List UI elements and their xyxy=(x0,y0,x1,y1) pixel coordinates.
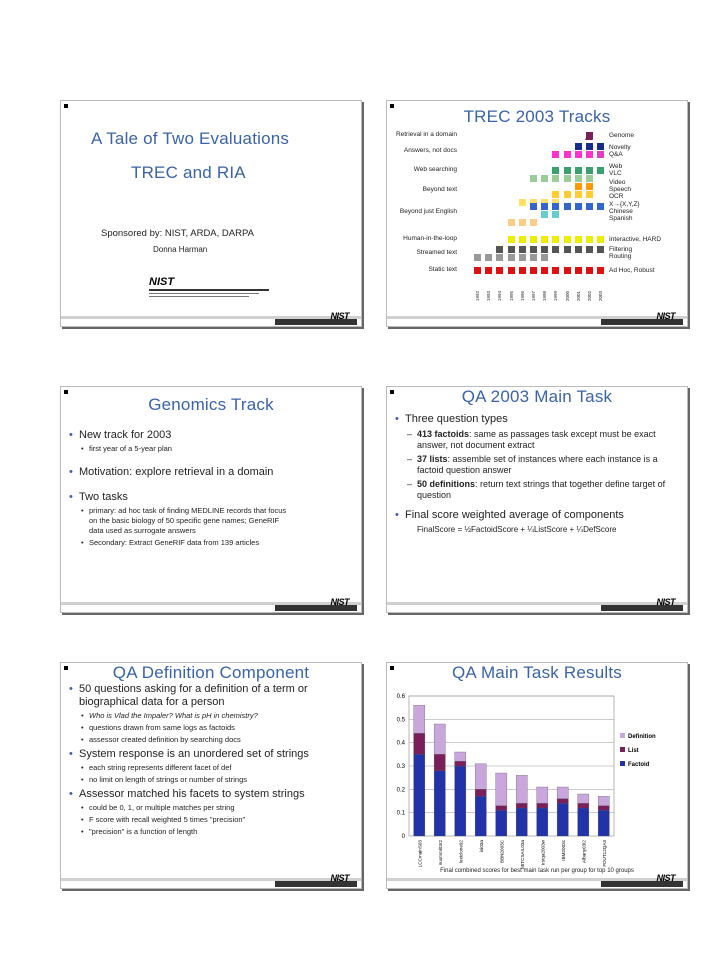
track-year-cell xyxy=(575,191,582,198)
year-label: 1998 xyxy=(542,290,548,301)
x-category-label: LCCmainS03 xyxy=(417,840,423,868)
slide-footer: NIST xyxy=(387,878,687,888)
bullet: • System response is an unordered set of strings xyxy=(69,748,354,761)
slide-footer: NIST xyxy=(61,316,361,326)
legend-label: Factoid xyxy=(628,762,650,768)
x-category-label: FDUT12QA3 xyxy=(601,840,607,867)
slide-qa-definition xyxy=(60,662,362,889)
track-year-cell xyxy=(575,236,582,243)
track-year-cell xyxy=(530,246,537,253)
track-year-cell xyxy=(575,203,582,210)
dash-item: – 413 factoids: same as passages task except must be exact answer, not document extract xyxy=(395,429,683,451)
bar-segment-factoid xyxy=(455,766,466,836)
bar-segment-definition xyxy=(598,796,609,805)
x-category-label: IBM2003c xyxy=(560,840,566,861)
y-tick-label: 0.2 xyxy=(396,787,405,794)
legend-swatch xyxy=(620,733,625,738)
bar-segment-list xyxy=(455,761,466,766)
bullet: • 50 questions asking for a definition of a term or biographical data for a person xyxy=(69,683,354,709)
year-label: 1992 xyxy=(475,290,480,301)
results-chart xyxy=(387,683,687,883)
bar-segment-factoid xyxy=(516,808,527,836)
x-category-label: irstqa2003w xyxy=(540,840,546,865)
nist-logo: NIST xyxy=(149,276,269,297)
slide-trec-tracks xyxy=(386,100,688,327)
track-year-cell xyxy=(530,254,537,261)
slide1-subtitle: TREC and RIA xyxy=(131,163,246,182)
bar-segment-list xyxy=(496,806,507,811)
year-label: 1996 xyxy=(519,290,525,301)
track-year-cell xyxy=(552,203,559,210)
bullet: • Assessor matched his facets to system strings xyxy=(69,788,354,801)
sub-bullet: • Who is Vlad the Impaler? What is pH in chemistry? xyxy=(69,711,354,721)
track-name-label: Web VLC xyxy=(609,163,623,177)
year-label: 2000 xyxy=(564,290,570,301)
track-category-label: Human-in-the-loop xyxy=(403,235,457,242)
slide-genomics xyxy=(60,386,362,613)
track-year-cell xyxy=(552,167,559,174)
bullet: • Two tasks xyxy=(69,491,349,504)
track-name-label: Novelty Q&A xyxy=(609,144,631,158)
sub-bullet: • each string represents different facet of def xyxy=(69,763,354,773)
track-category-label: Streamed text xyxy=(416,249,457,256)
track-name-label: X→{X,Y,Z} Chinese Spanish xyxy=(609,201,640,222)
track-year-cell xyxy=(552,246,559,253)
slide-footer: NIST xyxy=(61,878,361,888)
sub-bullet: • F score with recall weighted 5 times "precision" xyxy=(69,815,354,825)
year-label: 1997 xyxy=(531,290,536,301)
slide3-title: Genomics Track xyxy=(148,395,274,414)
track-year-cell xyxy=(586,203,593,210)
track-year-cell xyxy=(597,246,604,253)
dash-item: – 37 lists: assemble set of instances where each instance is a factoid question answer xyxy=(395,454,683,476)
bar-segment-list xyxy=(557,799,568,804)
y-tick-label: 0.6 xyxy=(396,694,405,700)
track-year-cell xyxy=(530,267,537,274)
bar-segment-list xyxy=(414,733,425,754)
x-category-label: MITCSAIL03a xyxy=(519,840,525,869)
track-name-label: Video Speech OCR xyxy=(609,179,632,200)
track-category-label: Beyond text xyxy=(422,186,457,193)
sub-bullet: • assessor created definition by searching docs xyxy=(69,735,354,745)
track-year-cell xyxy=(496,246,503,253)
track-year-cell xyxy=(496,267,503,274)
track-year-cell xyxy=(564,236,571,243)
year-label: 2001 xyxy=(575,290,581,301)
track-year-cell xyxy=(564,175,571,182)
slide-title xyxy=(60,100,362,327)
track-year-cell xyxy=(564,267,571,274)
track-year-cell xyxy=(485,254,492,261)
track-year-cell xyxy=(575,175,582,182)
bar-segment-factoid xyxy=(537,808,548,836)
track-year-cell xyxy=(541,175,548,182)
slide1-author: Donna Harman xyxy=(153,245,208,254)
y-tick-label: 0 xyxy=(401,834,405,840)
track-year-cell xyxy=(597,236,604,243)
track-year-cell xyxy=(586,236,593,243)
slide-footer: NIST xyxy=(387,602,687,612)
slide-marker xyxy=(64,104,68,108)
slide1-title: A Tale of Two Evaluations xyxy=(91,129,290,148)
bar-segment-definition xyxy=(414,705,425,733)
slide3-bullets xyxy=(69,423,349,548)
track-year-cell xyxy=(519,254,526,261)
slide-qa-main-task xyxy=(386,386,688,613)
year-label: 1993 xyxy=(486,290,492,301)
legend-swatch xyxy=(620,747,625,752)
slide-footer: NIST xyxy=(387,316,687,326)
track-year-cell xyxy=(519,267,526,274)
bar-segment-definition xyxy=(557,787,568,799)
year-label: 2002 xyxy=(587,290,592,301)
track-year-cell xyxy=(575,246,582,253)
bar-segment-factoid xyxy=(414,754,425,836)
track-year-cell xyxy=(541,246,548,253)
track-year-cell xyxy=(586,191,593,198)
slide5-title: QA Definition Component xyxy=(112,663,310,682)
bar-segment-definition xyxy=(475,764,486,790)
year-label: 2003 xyxy=(598,290,604,301)
slide6-title: QA Main Task Results xyxy=(452,663,622,682)
x-category-label: isi03a xyxy=(478,840,484,853)
track-year-cell xyxy=(508,236,515,243)
track-year-cell xyxy=(541,211,548,218)
bar-segment-factoid xyxy=(598,810,609,836)
slide-qa-results xyxy=(386,662,688,889)
legend-label: List xyxy=(628,748,639,754)
track-year-cell xyxy=(586,143,593,150)
track-year-cell xyxy=(597,143,604,150)
track-year-cell xyxy=(552,175,559,182)
track-year-cell xyxy=(552,236,559,243)
track-name-label: Ad Hoc, Robust xyxy=(609,267,655,274)
track-year-cell xyxy=(519,246,526,253)
track-year-cell xyxy=(496,254,503,261)
legend-swatch xyxy=(620,761,625,766)
bullet: • New track for 2003 xyxy=(69,429,349,442)
track-year-cell xyxy=(586,267,593,274)
track-category-label: Retrieval in a domain xyxy=(395,131,457,138)
track-year-cell xyxy=(474,267,481,274)
track-year-cell xyxy=(552,191,559,198)
sub-bullet: • primary: ad hoc task of finding MEDLINE records that focus on the basic biology of 50 specific gene names; GeneRIF data used as surrogate answers xyxy=(69,506,294,536)
track-year-cell xyxy=(508,267,515,274)
track-year-cell xyxy=(485,267,492,274)
dash-item: – 50 definitions: return text strings that together define target of question xyxy=(395,479,683,501)
x-category-label: Albany03I2 xyxy=(581,840,587,863)
bar-segment-definition xyxy=(578,794,589,803)
track-year-cell xyxy=(530,236,537,243)
sub-bullet: • questions drawn from same logs as factoids xyxy=(69,723,354,733)
bar-segment-list xyxy=(475,789,486,796)
track-year-cell xyxy=(575,167,582,174)
bullet: • Three question types xyxy=(395,413,683,426)
bar-segment-definition xyxy=(516,775,527,803)
track-year-cell xyxy=(597,203,604,210)
track-year-cell xyxy=(564,246,571,253)
year-label: 1995 xyxy=(508,290,514,301)
track-category-label: Web searching xyxy=(413,166,457,173)
bar-segment-factoid xyxy=(434,771,445,836)
formula: FinalScore = ½FactoidScore + ¼ListScore + ¼DefScore xyxy=(417,525,617,534)
x-category-label: lexiclone92 xyxy=(458,840,464,863)
track-year-cell xyxy=(586,167,593,174)
legend-label: Definition xyxy=(628,734,656,740)
genome-triangle xyxy=(585,132,593,140)
track-year-cell xyxy=(530,175,537,182)
chart-caption: Final combined scores for best main task run per group for top 10 groups xyxy=(440,868,634,874)
year-label: 1999 xyxy=(553,290,559,301)
track-year-cell xyxy=(541,236,548,243)
bar-segment-list xyxy=(598,806,609,811)
track-year-cell xyxy=(564,191,571,198)
sub-bullet: • no limit on length of strings or number of strings xyxy=(69,775,354,785)
sub-bullet: • Secondary: Extract GeneRIF data from 139 articles xyxy=(69,538,294,548)
track-year-cell xyxy=(564,151,571,158)
bar-segment-factoid xyxy=(475,796,486,836)
track-name-label: Interactive, HARD xyxy=(609,236,662,243)
track-year-cell xyxy=(519,236,526,243)
x-category-label: nusmml03r2 xyxy=(437,840,443,866)
y-tick-label: 0.1 xyxy=(396,810,405,817)
sub-bullet: • could be 0, 1, or multiple matches per string xyxy=(69,803,354,813)
track-year-cell xyxy=(552,267,559,274)
track-category-label: Static text xyxy=(428,266,457,273)
x-category-label: BBN2003C xyxy=(499,840,505,863)
track-year-cell xyxy=(552,211,559,218)
y-tick-label: 0.5 xyxy=(396,717,405,724)
track-category-label: Answers, not docs xyxy=(403,147,457,154)
track-year-cell xyxy=(575,267,582,274)
track-year-cell xyxy=(519,219,526,226)
bar-segment-definition xyxy=(455,752,466,761)
slide1-sponsor: Sponsored by: NIST, ARDA, DARPA xyxy=(101,228,254,239)
track-year-cell xyxy=(508,254,515,261)
y-tick-label: 0.3 xyxy=(396,764,405,770)
track-year-cell xyxy=(530,203,537,210)
bar-segment-factoid xyxy=(496,810,507,836)
track-name-label: Filtering Routing xyxy=(609,246,633,260)
y-tick-label: 0.4 xyxy=(396,740,405,747)
bar-segment-definition xyxy=(434,724,445,754)
bar-segment-list xyxy=(434,754,445,770)
track-year-cell xyxy=(575,143,582,150)
track-year-cell xyxy=(575,151,582,158)
year-label: 1994 xyxy=(497,290,503,301)
track-year-cell xyxy=(474,254,481,261)
track-category-label: Beyond just English xyxy=(399,208,457,215)
slide4-bullets xyxy=(395,407,683,534)
bar-segment-list xyxy=(578,803,589,808)
slide2-title: TREC 2003 Tracks xyxy=(463,107,611,126)
bar-segment-definition xyxy=(496,773,507,806)
track-year-cell xyxy=(508,219,515,226)
sub-bullet: • first year of a 5-year plan xyxy=(69,444,349,454)
track-year-cell xyxy=(564,167,571,174)
track-year-cell xyxy=(586,175,593,182)
track-year-cell xyxy=(586,151,593,158)
bar-segment-list xyxy=(537,803,548,808)
track-year-cell xyxy=(586,246,593,253)
track-year-cell xyxy=(552,151,559,158)
track-year-cell xyxy=(541,254,548,261)
track-year-cell xyxy=(541,267,548,274)
track-year-cell xyxy=(508,246,515,253)
bullet: • Final score weighted average of components xyxy=(395,509,625,522)
slide5-bullets xyxy=(69,681,354,837)
track-year-cell xyxy=(564,203,571,210)
bar-segment-definition xyxy=(537,787,548,803)
bullet: • Motivation: explore retrieval in a domain xyxy=(69,466,349,479)
slide-marker xyxy=(64,390,68,394)
slide-footer: NIST xyxy=(61,602,361,612)
track-year-cell xyxy=(586,183,593,190)
track-year-cell xyxy=(597,151,604,158)
slide4-title: QA 2003 Main Task xyxy=(461,387,613,406)
track-year-cell xyxy=(541,203,548,210)
track-year-cell xyxy=(597,167,604,174)
track-year-cell xyxy=(597,267,604,274)
track-year-cell xyxy=(530,219,537,226)
track-year-cell xyxy=(519,199,526,206)
bar-segment-factoid xyxy=(578,808,589,836)
sub-bullet: • "precision" is a function of length xyxy=(69,827,354,837)
track-year-cell xyxy=(575,183,582,190)
bar-segment-factoid xyxy=(557,803,568,836)
track-name-label: Genome xyxy=(609,132,634,139)
bar-segment-list xyxy=(516,803,527,808)
